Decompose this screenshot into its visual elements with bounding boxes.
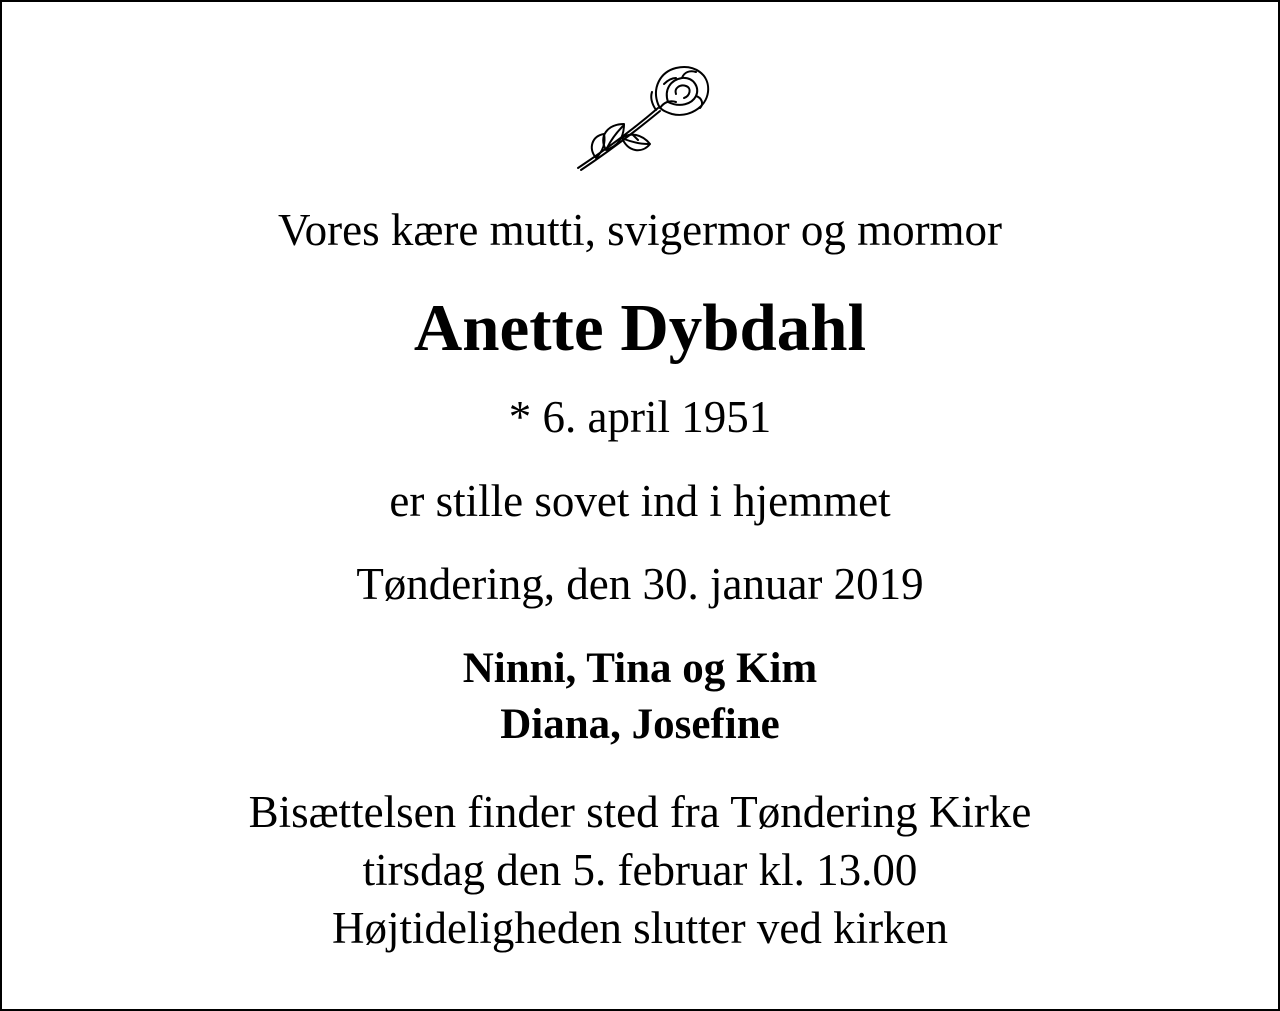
birth-date: * 6. april 1951 [508, 392, 772, 442]
family-line: Ninni, Tina og Kim [462, 645, 818, 692]
intro-text: Vores kære mutti, svigermor og mormor [277, 205, 1003, 255]
place-and-date: Tøndering, den 30. januar 2019 [356, 559, 924, 609]
deceased-name: Anette Dybdahl [413, 291, 867, 365]
death-phrase: er stille sovet ind i hjemmet [389, 476, 891, 526]
funeral-location: Bisættelsen finder sted fra Tøndering Kirke [248, 787, 1032, 837]
funeral-time: tirsdag den 5. februar kl. 13.00 [362, 845, 918, 895]
family-line: Diana, Josefine [500, 701, 780, 748]
funeral-note: Højtideligheden slutter ved kirken [331, 903, 949, 953]
rose-icon [572, 64, 714, 174]
